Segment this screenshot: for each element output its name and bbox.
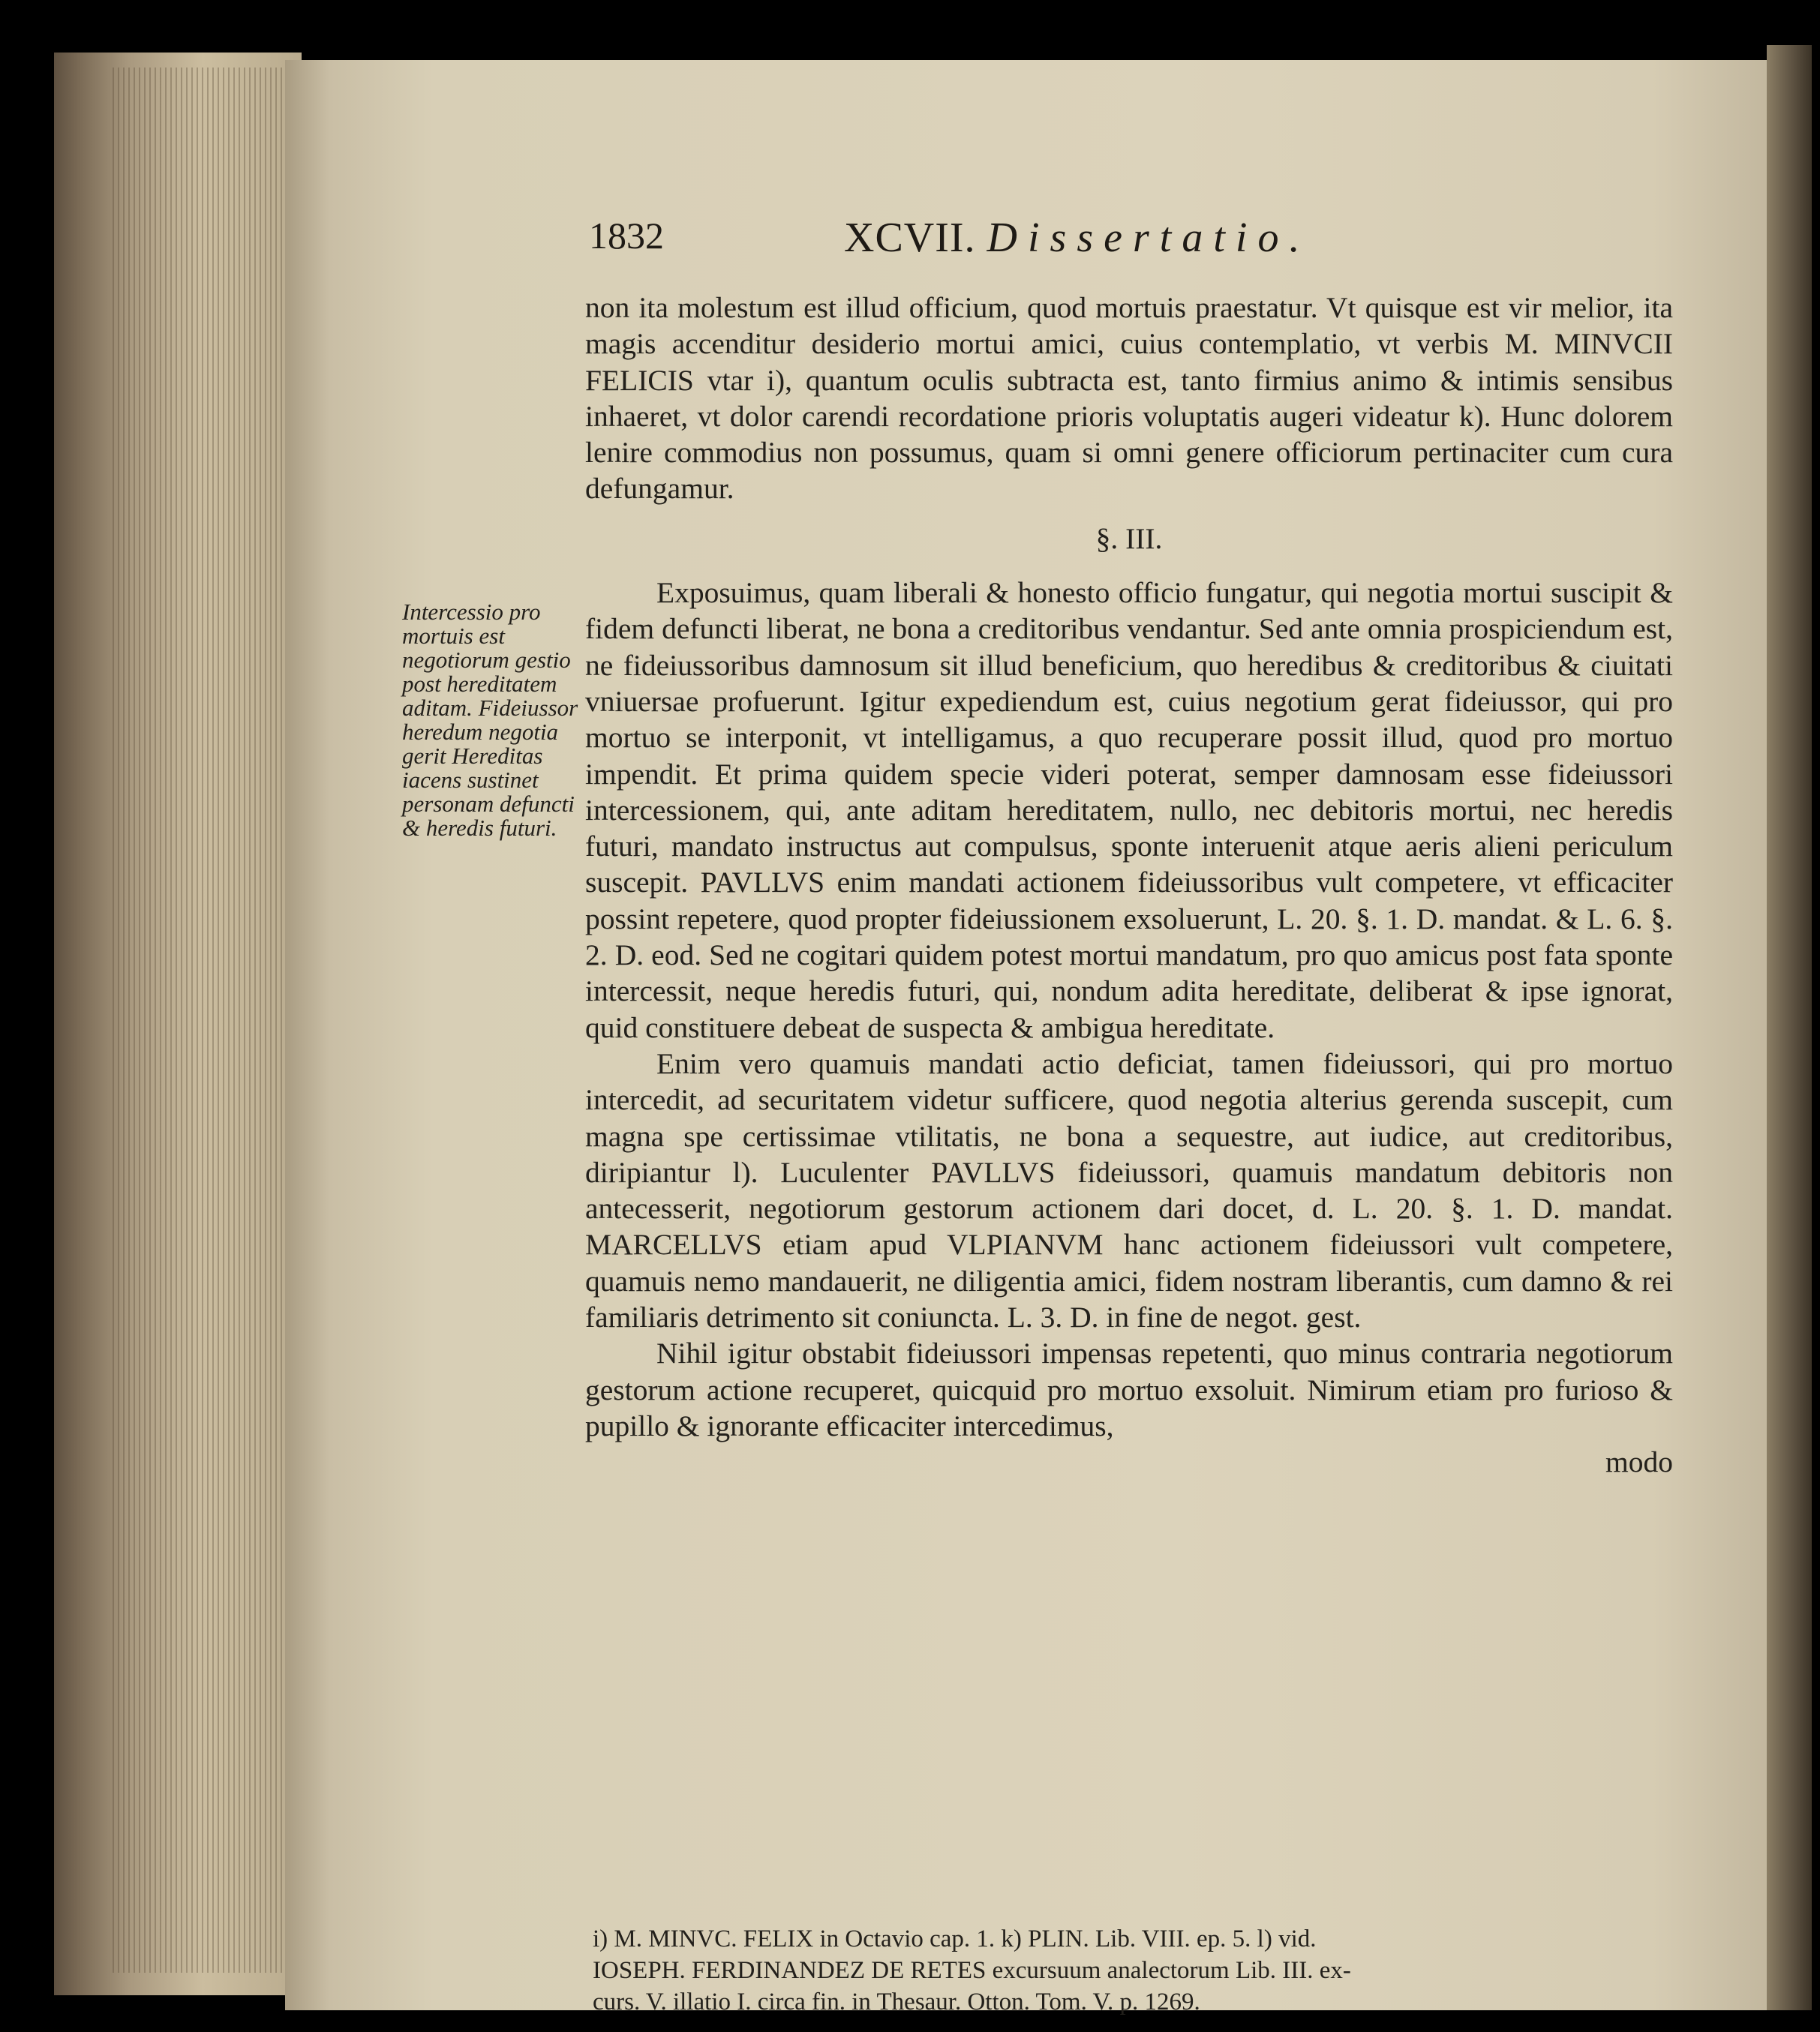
footnote-line-3: curs. V. illatio I. circa fin. in Thesaur. Otton. Tom. V. p. 1269. [593,1988,1200,2015]
footnote-line-2: IOSEPH. FERDINANDEZ DE RETES excursuum analectorum Lib. III. ex- [593,1957,1351,1984]
running-title-roman: XCVII. [844,215,976,261]
paragraph-1: non ita molestum est illud officium, quod mortuis praestatur. Vt quisque est vir melior, ita magis accenditur desiderio mortui amici, cuius contemplatio, vt verbis M. MINVCII FELICIS vtar i), quantum oculis subtracta est, tanto firmius animo & intimis sensibus inhaeret, vt dolor carendi recordatione prioris voluptatis augeri videatur k). Hunc dolorem lenire commodius non possumus, quam si omni genere officiorum pertinaciter cum cura defungamur. [585,291,1673,506]
paragraph-4: Nihil igitur obstabit fideiussori impensas repetenti, quo minus contraria negotiorum gestorum actione recuperet, quicquid pro mortuo exsoluit. Nimirum etiam pro furioso & pupillo & ignorante efficaciter intercedimus, [585,1337,1673,1442]
section-heading: §. III. [1095,521,1163,555]
footnotes [593,1923,1673,2018]
catchword: modo [1605,1445,1673,1479]
running-title-word: Dissertatio. [987,215,1311,261]
footnote-line-1: i) M. MINVC. FELIX in Octavio cap. 1. k) PLIN. Lib. VIII. ep. 5. l) vid. [593,1925,1317,1952]
margin-note: Intercessio pro mortuis est negotiorum gestio post hereditatem aditam. Fideiussor heredum negotia gerit Hereditas iacens sustinet personam defuncti & heredis futuri. [402,599,578,841]
running-title [844,214,1310,262]
page-edge-stripes [113,68,293,1973]
book-spine-right [1767,45,1812,2010]
page-header [589,214,1497,266]
paragraph-3: Enim vero quamuis mandati actio deficiat, tamen fideiussori, qui pro mortuo intercedit, ad securitatem videtur sufficere, quod negotia alterius gerenda suscepit, cum magna spe certissimae vtilitatis, ne bona a sequestre, aut iudice, aut creditoribus, diripiantur l). Luculenter PAVLLVS fideiussori, quamuis mandatum debitoris non antecesserit, negotiorum gestorum actionem dari docet, d. L. 20. §. 1. D. mandat. MARCELLVS etiam apud VLPIANVM hanc actionem fideiussori vult competere, quamuis nemo mandauerit, ne diligentia amici, fidem nostram liberantis, cum damno & rei familiaris detrimento sit coniuncta. L. 3. D. in fine de negot. gest. [585,1046,1673,1334]
paragraph-2: Exposuimus, quam liberali & honesto officio fungatur, qui negotia mortui suscipit & fidem defuncti liberat, ne bona a creditoribus vendantur. Sed ante omnia prospiciendum est, ne fideiussoribus damnosum sit illud beneficium, quo heredibus & creditoribus & ciuitati vniuersae profuerunt. Igitur expediendum est, cuius negotium gerat fideiussor, qui pro mortuo se interponit, vt intelligamus, a quo recuperare possit illud, quod pro mortuo impendit. Et prima quidem specie videri poterat, semper damnosam esse fideiussori intercessionem, qui, ante aditam hereditatem, nullo, nec debitoris mortui, nec heredis futuri, mandato instructus aut compulsus, sponte interuenit atque aeris alieni periculum suscepit. PAVLLVS enim mandati actionem fideiussoribus vult competere, vt efficaciter possint repetere, quod propter fideiussionem exsoluerunt, L. 20. §. 1. D. mandat. & L. 6. §. 2. D. eod. Sed ne cogitari quidem potest mortui mandatum, pro quo amicus post fata sponte intercessit, neque heredis futuri, qui, nondum adita hereditate, deliberat & ipse ignorat, quid constituere debeat de suspecta & ambigua hereditate. [585,576,1673,1044]
page-number: 1832 [589,215,664,257]
body-text [585,290,1673,1481]
